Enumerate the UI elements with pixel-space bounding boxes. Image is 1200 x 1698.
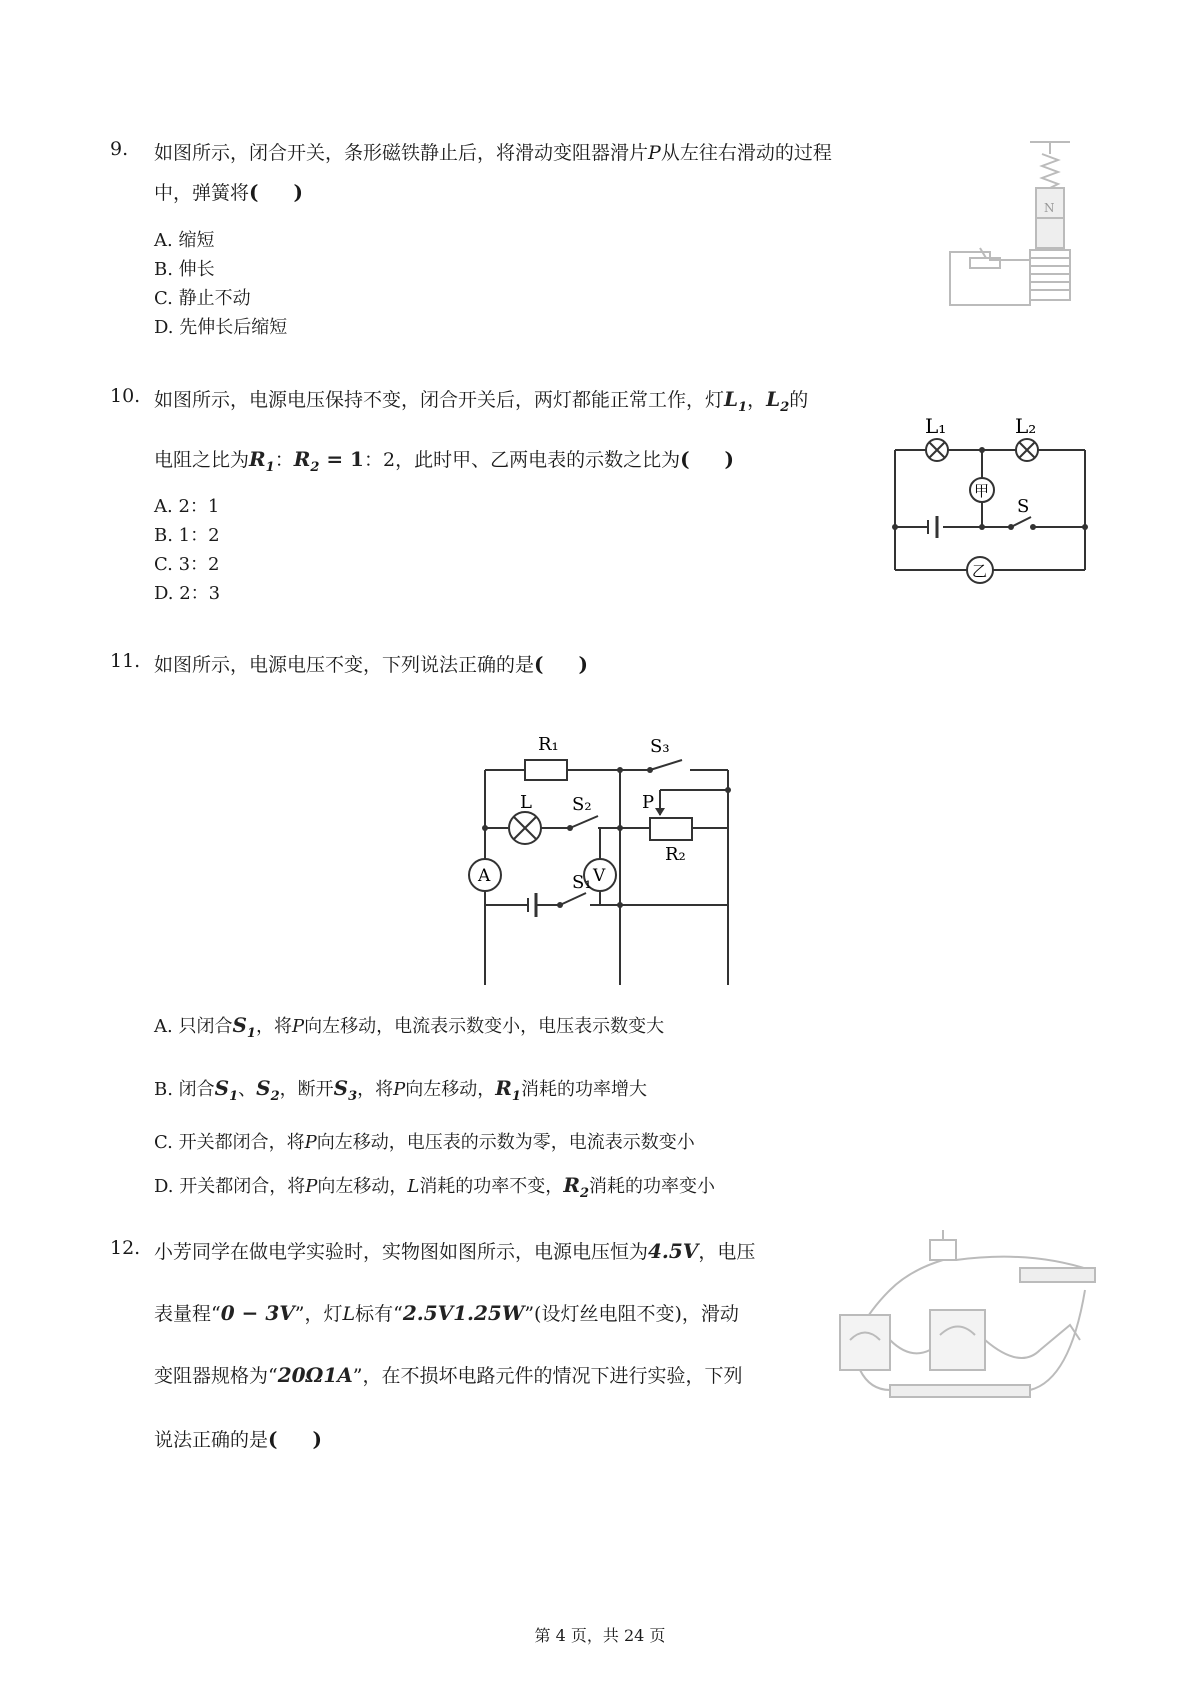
question-number: 9. [110, 138, 129, 160]
switch-label: S₂ [572, 794, 592, 815]
option-d: D. 开关都闭合，将P向左移动，L消耗的功率不变，$R_2$消耗的功率变小 [154, 1173, 715, 1201]
switch-label: S₃ [650, 736, 670, 757]
page-footer: 第 4 页，共 24 页 [534, 1626, 666, 1645]
answer-parentheses: ( ) [534, 652, 602, 676]
resistor-label: R₁ [538, 734, 559, 755]
option-a: A. 2：1 [154, 496, 220, 517]
magnet-pole-label: N [1044, 201, 1055, 215]
question-number: 12. [110, 1237, 141, 1259]
question-text-line: 说法正确的是( ) [154, 1427, 336, 1451]
question-text-line: 变阻器规格为“20Ω1A”，在不损坏电路元件的情况下进行实验，下列 [154, 1363, 743, 1387]
circuit-figure-10 [885, 400, 1095, 585]
switch-label: S₁ [572, 872, 592, 893]
question-text-line: 表量程“0 − 3V”，灯L标有“2.5V1.25W”(设灯丝电阻不变)，滑动 [154, 1301, 739, 1325]
option-c: C. 静止不动 [154, 288, 251, 309]
lamp-label: L [520, 792, 532, 813]
answer-parentheses: ( ) [680, 447, 748, 471]
answer-parentheses: ( ) [249, 180, 317, 204]
option-d: D. 先伸长后缩短 [154, 317, 288, 338]
voltmeter-label: V [593, 866, 606, 886]
apparatus-figure [830, 1230, 1100, 1400]
answer-parentheses: ( ) [268, 1427, 336, 1451]
question-text-line: 如图所示，闭合开关，条形磁铁静止后，将滑动变阻器滑片P从左往右滑动的过程 [154, 142, 832, 164]
question-text-line: 电阻之比为$R_1$：$R_2 = 1$：2，此时甲、乙两电表的示数之比为( ) [154, 447, 748, 475]
lamp-label: L₁ [925, 414, 947, 438]
slider-label: P [642, 792, 655, 813]
question-number: 10. [110, 385, 141, 407]
circuit-figure-11 [460, 720, 760, 995]
question-text-line: 中，弹簧将( ) [154, 180, 317, 204]
resistor-label: R₂ [665, 844, 686, 865]
meter-label: 乙 [972, 562, 988, 580]
option-a: A. 只闭合$S_1$，将P向左移动，电流表示数变小，电压表示数变大 [154, 1013, 665, 1041]
question-text-line: 如图所示，电源电压保持不变，闭合开关后，两灯都能正常工作，灯$L_1$，$L_2$的 [154, 387, 809, 415]
spring-magnet-figure [930, 140, 1090, 315]
option-a: A. 缩短 [154, 230, 215, 251]
option-b: B. 伸长 [154, 259, 215, 280]
question-text-line: 小芳同学在做电学实验时，实物图如图所示，电源电压恒为4.5V，电压 [154, 1239, 756, 1263]
switch-label: S [1017, 496, 1030, 517]
option-c: C. 3：2 [154, 554, 220, 575]
option-b: B. 1：2 [154, 525, 220, 546]
lamp-label: L₂ [1015, 414, 1037, 438]
question-text-line: 如图所示，电源电压不变，下列说法正确的是( ) [154, 652, 602, 676]
option-d: D. 2：3 [154, 583, 221, 604]
meter-label: 甲 [974, 482, 990, 500]
ammeter-label: A [478, 866, 491, 886]
option-b: B. 闭合$S_1$、$S_2$，断开$S_3$，将P向左移动，$R_1$消耗的功率增大 [154, 1076, 647, 1104]
option-c: C. 开关都闭合，将P向左移动，电压表的示数为零，电流表示数变小 [154, 1132, 695, 1153]
question-number: 11. [110, 650, 141, 672]
